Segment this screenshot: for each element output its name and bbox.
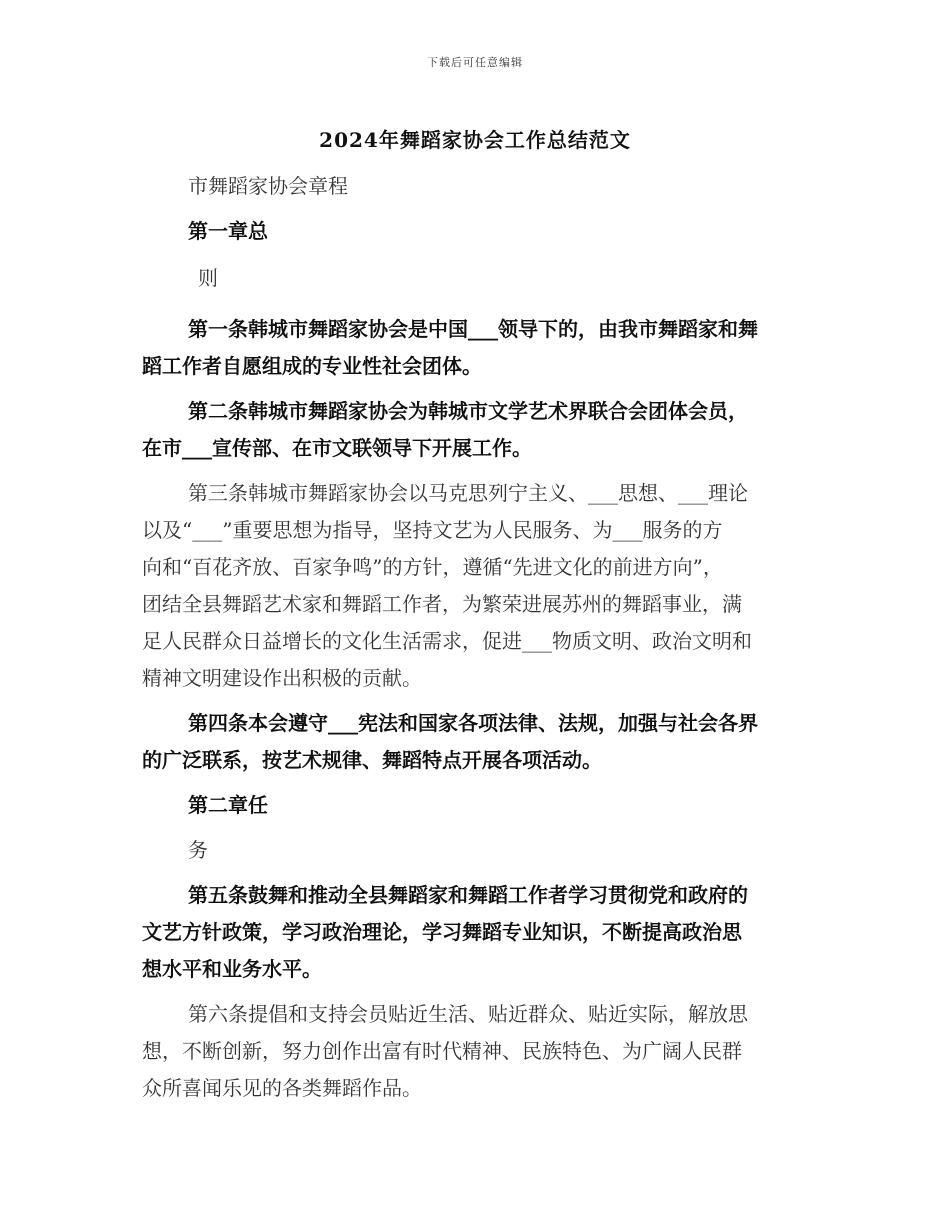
article-4 xyxy=(142,705,812,779)
article-2-line-2: 在市___宣传部、在市文联领导下开展工作。 xyxy=(142,436,532,460)
chapter-2-heading-cont: 务 xyxy=(188,838,208,862)
article-6-line-1: 第六条提倡和支持会员贴近生活、贴近群众、贴近实际，解放思 xyxy=(188,1002,748,1026)
article-3 xyxy=(142,475,812,697)
article-5 xyxy=(142,877,812,988)
article-5-line-1: 第五条鼓舞和推动全县舞蹈家和舞蹈工作者学习贯彻党和政府的 xyxy=(188,883,748,907)
article-3-line-6: 精神文明建设作出积极的贡献。 xyxy=(142,666,422,690)
document-subtitle: 市舞蹈家协会章程 xyxy=(188,174,348,198)
article-4-line-2: 的广泛联系，按艺术规律、舞蹈特点开展各项活动。 xyxy=(142,748,602,772)
article-3-line-1: 第三条韩城市舞蹈家协会以马克思列宁主义、___思想、___理论 xyxy=(188,481,748,505)
chapter-1-heading-cont: 则 xyxy=(198,266,218,290)
chapter-1-heading: 第一章总 xyxy=(188,219,268,243)
header-note: 下载后可任意编辑 xyxy=(427,56,523,69)
article-4-line-1: 第四条本会遵守___宪法和国家各项法律、法规，加强与社会各界 xyxy=(188,711,758,735)
article-2-line-1: 第二条韩城市舞蹈家协会为韩城市文学艺术界联合会团体会员， xyxy=(188,399,748,423)
document-body xyxy=(142,168,812,1107)
article-3-line-5: 足人民群众日益增长的文化生活需求，促进___物质文明、政治文明和 xyxy=(142,629,752,653)
document-title: 2024年舞蹈家协会工作总结范文 xyxy=(319,128,631,152)
article-3-line-4: 团结全县舞蹈艺术家和舞蹈工作者，为繁荣进展苏州的舞蹈事业，满 xyxy=(142,592,742,616)
article-1-line-2: 蹈工作者自愿组成的专业性社会团体。 xyxy=(142,354,482,378)
article-3-line-2: 以及“___”重要思想为指导，坚持文艺为人民服务、为___服务的方 xyxy=(142,518,723,542)
article-5-line-2: 文艺方针政策，学习政治理论，学习舞蹈专业知识，不断提高政治思 xyxy=(142,920,742,944)
article-6-line-3: 众所喜闻乐见的各类舞蹈作品。 xyxy=(142,1076,422,1100)
article-6 xyxy=(142,996,812,1107)
article-1-line-1: 第一条韩城市舞蹈家协会是中国___领导下的，由我市舞蹈家和舞 xyxy=(188,317,758,341)
chapter-2-heading: 第二章任 xyxy=(188,793,268,817)
article-5-line-3: 想水平和业务水平。 xyxy=(142,957,322,981)
article-1 xyxy=(142,311,812,385)
article-6-line-2: 想，不断创新，努力创作出富有时代精神、民族特色、为广阔人民群 xyxy=(142,1039,742,1063)
article-3-line-3: 向和“百花齐放、百家争鸣”的方针，遵循“先进文化的前进方向”， xyxy=(142,555,723,579)
article-2 xyxy=(142,393,812,467)
